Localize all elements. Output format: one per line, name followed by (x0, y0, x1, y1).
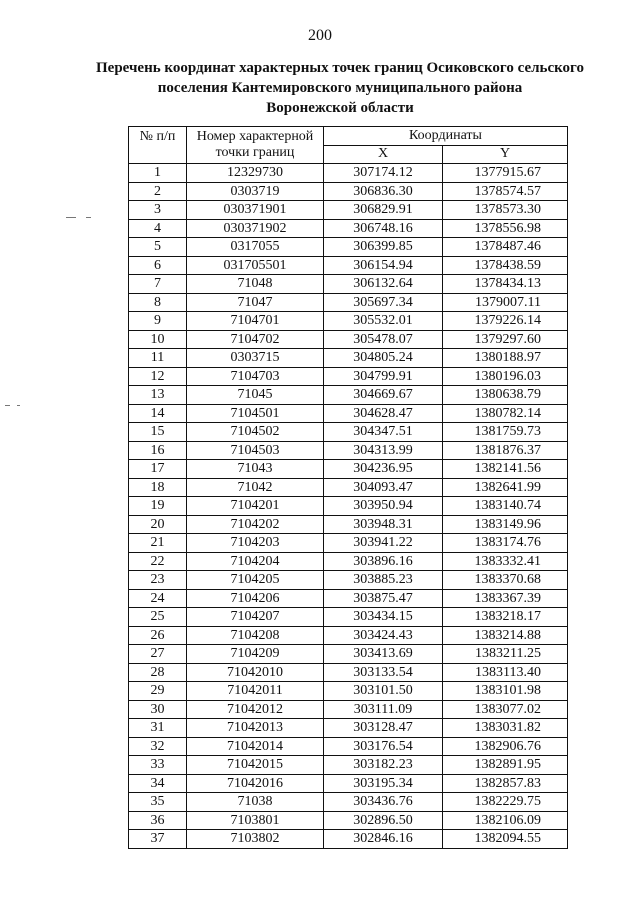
coord-x: 303176.54 (324, 737, 443, 756)
coord-y: 1381759.73 (443, 423, 568, 442)
coord-y: 1379297.60 (443, 330, 568, 349)
row-number: 30 (129, 700, 187, 719)
table-row (129, 608, 568, 627)
coord-x: 303436.76 (324, 793, 443, 812)
coord-y: 1383367.39 (443, 589, 568, 608)
point-number: 7104204 (187, 552, 324, 571)
coord-x: 303101.50 (324, 682, 443, 701)
coord-y: 1380638.79 (443, 386, 568, 405)
coord-y: 1378434.13 (443, 275, 568, 294)
coord-y: 1382857.83 (443, 774, 568, 793)
point-number: 71042013 (187, 719, 324, 738)
coord-x: 307174.12 (324, 164, 443, 183)
coordinates-table (128, 126, 568, 849)
row-number: 1 (129, 164, 187, 183)
point-number: 7104501 (187, 404, 324, 423)
coord-y: 1383140.74 (443, 497, 568, 516)
scan-artifact (17, 405, 20, 406)
title-line-3: Воронежской области (266, 100, 414, 116)
point-number: 71042012 (187, 700, 324, 719)
table-row (129, 386, 568, 405)
table-row (129, 663, 568, 682)
coord-y: 1382106.09 (443, 811, 568, 830)
row-number: 14 (129, 404, 187, 423)
row-number: 35 (129, 793, 187, 812)
point-number: 7104201 (187, 497, 324, 516)
coord-y: 1378574.57 (443, 182, 568, 201)
page-number: 200 (308, 27, 332, 44)
row-number: 11 (129, 349, 187, 368)
table-row (129, 404, 568, 423)
coord-y: 1383214.88 (443, 626, 568, 645)
table-row (129, 441, 568, 460)
table-row (129, 423, 568, 442)
table-row (129, 182, 568, 201)
row-number: 32 (129, 737, 187, 756)
row-number: 37 (129, 830, 187, 849)
row-number: 31 (129, 719, 187, 738)
header-point-line-2: точки границ (215, 145, 295, 160)
point-number: 7103801 (187, 811, 324, 830)
header-x: X (324, 145, 443, 164)
coord-y: 1382891.95 (443, 756, 568, 775)
point-number: 71045 (187, 386, 324, 405)
row-number: 36 (129, 811, 187, 830)
coord-y: 1380782.14 (443, 404, 568, 423)
point-number: 0303719 (187, 182, 324, 201)
coord-x: 303950.94 (324, 497, 443, 516)
scan-artifact (66, 217, 76, 218)
row-number: 3 (129, 201, 187, 220)
document-title (70, 58, 610, 118)
coord-x: 303424.43 (324, 626, 443, 645)
coord-x: 303413.69 (324, 645, 443, 664)
table-row (129, 645, 568, 664)
coord-y: 1382094.55 (443, 830, 568, 849)
coord-y: 1379226.14 (443, 312, 568, 331)
coord-y: 1383101.98 (443, 682, 568, 701)
coord-y: 1383218.17 (443, 608, 568, 627)
coord-y: 1383149.96 (443, 515, 568, 534)
table-row (129, 571, 568, 590)
row-number: 5 (129, 238, 187, 257)
point-number: 71043 (187, 460, 324, 479)
coord-x: 306154.94 (324, 256, 443, 275)
coord-y: 1378438.59 (443, 256, 568, 275)
point-number: 7104502 (187, 423, 324, 442)
row-number: 17 (129, 460, 187, 479)
coord-x: 303128.47 (324, 719, 443, 738)
coord-x: 304093.47 (324, 478, 443, 497)
coord-y: 1379007.11 (443, 293, 568, 312)
coord-x: 305697.34 (324, 293, 443, 312)
row-number: 22 (129, 552, 187, 571)
row-number: 19 (129, 497, 187, 516)
table-body (129, 164, 568, 849)
table-row (129, 515, 568, 534)
header-y: Y (443, 145, 568, 164)
row-number: 33 (129, 756, 187, 775)
coord-x: 306132.64 (324, 275, 443, 294)
point-number: 71047 (187, 293, 324, 312)
point-number: 71042014 (187, 737, 324, 756)
point-number: 7104503 (187, 441, 324, 460)
table-row (129, 219, 568, 238)
coord-y: 1383031.82 (443, 719, 568, 738)
row-number: 2 (129, 182, 187, 201)
point-number: 7103802 (187, 830, 324, 849)
scan-artifact (86, 217, 91, 218)
coord-x: 306836.30 (324, 182, 443, 201)
point-number: 7104205 (187, 571, 324, 590)
coord-x: 304347.51 (324, 423, 443, 442)
table-row (129, 830, 568, 849)
table-row (129, 201, 568, 220)
point-number: 7104207 (187, 608, 324, 627)
table-row (129, 256, 568, 275)
table-row (129, 552, 568, 571)
table-row (129, 719, 568, 738)
coord-y: 1383174.76 (443, 534, 568, 553)
row-number: 6 (129, 256, 187, 275)
header-number: № п/п (129, 127, 187, 164)
coord-x: 303434.15 (324, 608, 443, 627)
row-number: 15 (129, 423, 187, 442)
coord-y: 1383370.68 (443, 571, 568, 590)
header-coordinates: Координаты (324, 127, 568, 146)
table-row (129, 793, 568, 812)
row-number: 23 (129, 571, 187, 590)
coord-x: 303111.09 (324, 700, 443, 719)
point-number: 71042011 (187, 682, 324, 701)
header-point-line-1: Номер характерной (196, 129, 314, 144)
table-row (129, 460, 568, 479)
table-row (129, 534, 568, 553)
row-number: 9 (129, 312, 187, 331)
coord-y: 1380196.03 (443, 367, 568, 386)
row-number: 16 (129, 441, 187, 460)
point-number: 7104208 (187, 626, 324, 645)
coord-x: 304669.67 (324, 386, 443, 405)
coord-x: 304799.91 (324, 367, 443, 386)
title-line-2: поселения Кантемировского муниципального района (157, 80, 523, 96)
row-number: 24 (129, 589, 187, 608)
table-row (129, 312, 568, 331)
table-row (129, 478, 568, 497)
row-number: 4 (129, 219, 187, 238)
coord-x: 302896.50 (324, 811, 443, 830)
coord-x: 303875.47 (324, 589, 443, 608)
coord-y: 1378556.98 (443, 219, 568, 238)
coord-x: 303948.31 (324, 515, 443, 534)
table-row (129, 164, 568, 183)
coord-y: 1382641.99 (443, 478, 568, 497)
table-row (129, 497, 568, 516)
coord-x: 306829.91 (324, 201, 443, 220)
point-number: 71042016 (187, 774, 324, 793)
point-number: 7104203 (187, 534, 324, 553)
row-number: 13 (129, 386, 187, 405)
point-number: 71048 (187, 275, 324, 294)
table-row (129, 682, 568, 701)
point-number: 7104202 (187, 515, 324, 534)
coord-x: 303133.54 (324, 663, 443, 682)
coord-x: 304236.95 (324, 460, 443, 479)
coord-x: 304805.24 (324, 349, 443, 368)
row-number: 34 (129, 774, 187, 793)
coord-y: 1378573.30 (443, 201, 568, 220)
point-number: 71042010 (187, 663, 324, 682)
table-row (129, 774, 568, 793)
point-number: 031705501 (187, 256, 324, 275)
table-row (129, 626, 568, 645)
coord-x: 303195.34 (324, 774, 443, 793)
table-row (129, 700, 568, 719)
point-number: 71038 (187, 793, 324, 812)
row-number: 28 (129, 663, 187, 682)
table-row (129, 238, 568, 257)
table-row (129, 811, 568, 830)
point-number: 0303715 (187, 349, 324, 368)
table-row (129, 756, 568, 775)
coord-x: 303896.16 (324, 552, 443, 571)
header-point-number (187, 127, 324, 164)
scan-artifact (5, 405, 10, 406)
coord-x: 305478.07 (324, 330, 443, 349)
table-row (129, 367, 568, 386)
coord-y: 1378487.46 (443, 238, 568, 257)
coord-y: 1383332.41 (443, 552, 568, 571)
row-number: 21 (129, 534, 187, 553)
point-number: 12329730 (187, 164, 324, 183)
row-number: 10 (129, 330, 187, 349)
coord-y: 1377915.67 (443, 164, 568, 183)
coord-x: 303885.23 (324, 571, 443, 590)
coord-x: 305532.01 (324, 312, 443, 331)
title-line-1: Перечень координат характерных точек границ Осиковского сельского (96, 60, 584, 76)
point-number: 030371902 (187, 219, 324, 238)
coord-y: 1381876.37 (443, 441, 568, 460)
point-number: 71042015 (187, 756, 324, 775)
row-number: 7 (129, 275, 187, 294)
coord-y: 1383077.02 (443, 700, 568, 719)
coord-y: 1383113.40 (443, 663, 568, 682)
point-number: 71042 (187, 478, 324, 497)
coord-x: 304628.47 (324, 404, 443, 423)
point-number: 7104702 (187, 330, 324, 349)
coord-x: 302846.16 (324, 830, 443, 849)
coord-y: 1383211.25 (443, 645, 568, 664)
point-number: 030371901 (187, 201, 324, 220)
point-number: 7104209 (187, 645, 324, 664)
row-number: 29 (129, 682, 187, 701)
table-row (129, 737, 568, 756)
table-row (129, 330, 568, 349)
row-number: 20 (129, 515, 187, 534)
point-number: 7104206 (187, 589, 324, 608)
point-number: 7104703 (187, 367, 324, 386)
coord-x: 304313.99 (324, 441, 443, 460)
coord-y: 1380188.97 (443, 349, 568, 368)
coord-x: 306399.85 (324, 238, 443, 257)
coord-y: 1382906.76 (443, 737, 568, 756)
table-row (129, 589, 568, 608)
point-number: 7104701 (187, 312, 324, 331)
table-row (129, 275, 568, 294)
coord-x: 303941.22 (324, 534, 443, 553)
row-number: 18 (129, 478, 187, 497)
coord-x: 306748.16 (324, 219, 443, 238)
row-number: 26 (129, 626, 187, 645)
coord-y: 1382229.75 (443, 793, 568, 812)
table-row (129, 293, 568, 312)
row-number: 25 (129, 608, 187, 627)
row-number: 27 (129, 645, 187, 664)
coord-x: 303182.23 (324, 756, 443, 775)
coord-y: 1382141.56 (443, 460, 568, 479)
table-row (129, 349, 568, 368)
row-number: 12 (129, 367, 187, 386)
row-number: 8 (129, 293, 187, 312)
point-number: 0317055 (187, 238, 324, 257)
